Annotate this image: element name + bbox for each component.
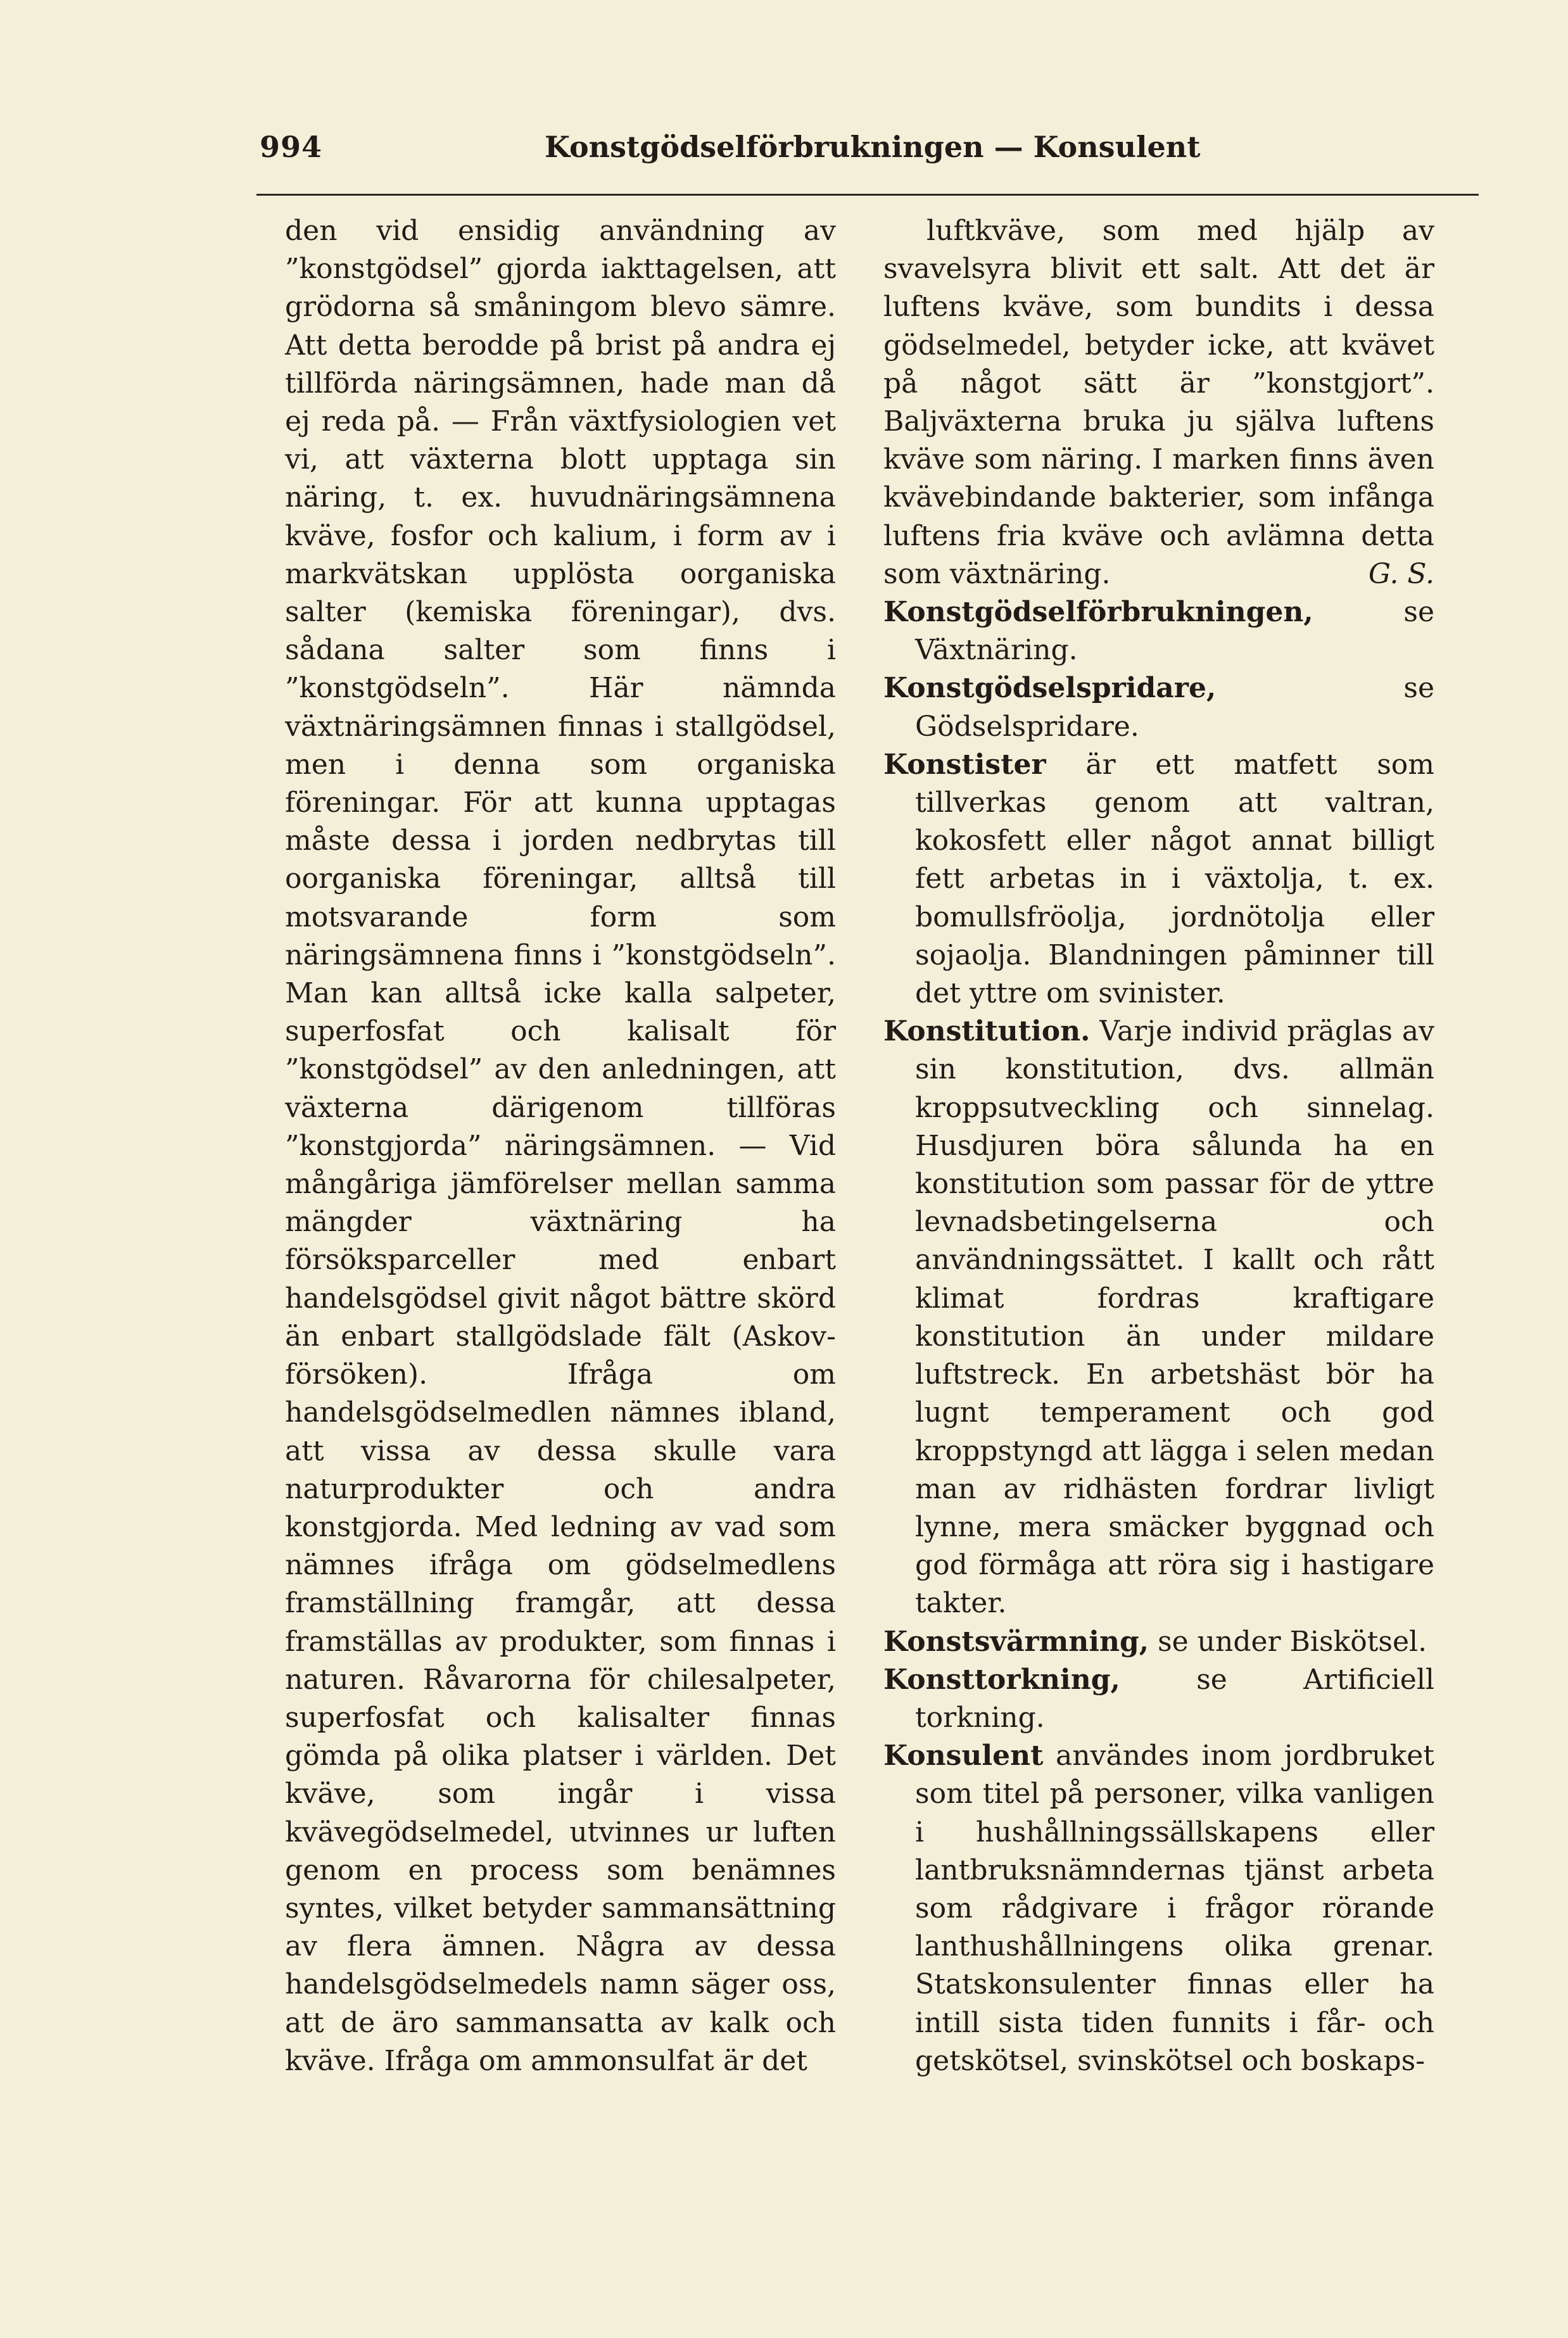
entry-headword: Konstitution. — [883, 1015, 1091, 1048]
entry-text: är ett matfett som tillverkas genom att valtran, kokosfett eller något annat billigt fett arbetas in i växtolja, t. ex. bomullsfröolja, jordnötolja eller sojaolja. Blandningen påminner till det yttre om svinister. — [915, 748, 1434, 1010]
continuation-text: luftkväve, som med hjälp av svavelsyra blivit ett salt. Att det är luftens kväve, som bundits i dessa gödselmedel, betyder icke, att kvävet på något sätt är ”konstgjort”. Baljväxterna bruka ju själva luftens kväve som näring. I marken finns även kvävebindande bakterier, som infånga luftens fria kväve och avlämna detta som växtnäring. — [883, 215, 1434, 590]
entry-text: se under Biskötsel. — [1149, 1625, 1427, 1658]
entry-headword: Konsulent — [883, 1740, 1044, 1772]
entry-text: se Artificiell torkning. — [915, 1663, 1434, 1734]
entry-headword: Konstister — [883, 748, 1046, 781]
entry-headword: Konstgödselförbrukningen, — [883, 596, 1313, 629]
entry-konstister — [883, 746, 1434, 1013]
entry-konstgodselforbrukningen — [883, 593, 1434, 669]
entry-text: se Gödselspridare. — [915, 672, 1434, 743]
entry-text: se Växtnäring. — [915, 596, 1434, 667]
entry-konsulent — [883, 1737, 1434, 2080]
header-rule — [256, 194, 1479, 196]
entry-headword: Konstgödselspridare, — [883, 672, 1217, 705]
author-signature: G. S. — [1368, 557, 1434, 590]
right-column — [883, 212, 1434, 2080]
left-column-text: den vid ensidig användning av ”konstgödsel” gjorda iakttagelsen, att grödorna så småningom blevo sämre. Att detta berodde på brist på andra ej tillförda näringsämnen, hade man då ej reda på. — Från växtfysiologien vet vi, att växterna blott upptaga sin näring, t. ex. huvudnäringsämnena kväve, fosfor och kalium, i form av i markvätskan upplösta oorganiska salter (kemiska föreningar), dvs. sådana salter som finns i ”konstgödseln”. Här nämnda växtnäringsämnen finnas i stallgödsel, men i denna som organiska föreningar. För att kunna upptagas måste dessa i jorden nedbrytas till oorganiska föreningar, alltså till motsvarande form som näringsämnena finns i ”konstgödseln”. Man kan alltså icke kalla salpeter, superfosfat och kalisalt för ”konstgödsel” av den anledningen, att växterna därigenom tillföras ”konstgjorda” näringsämnen. — Vid mångåriga jämförelser mellan samma mängder växtnäring ha försöksparceller med enbart handelsgödsel givit något bättre skörd än enbart stallgödslade fält (Askov-försöken). Ifråga om handelsgödselmedlen nämnes ibland, att vissa av dessa skulle vara naturprodukter och andra konstgjorda. Med ledning av vad som nämnes ifråga om gödselmedlens framställning framgår, att dessa framställas av produkter, som finnas i naturen. Råvarorna för chilesalpeter, superfosfat och kalisalter finnas gömda på olika platser i världen. Det kväve, som ingår i vissa kvävegödselmedel, utvinnes ur luften genom en process som benämnes syntes, vilket betyder sammansättning av flera ämnen. Några av dessa handelsgödselmedels namn säger oss, att de äro sammansatta av kalk och kväve. Ifråga om ammonsulfat är det — [285, 215, 836, 2077]
entry-text: Varje individ präglas av sin konstitution, dvs. allmän kroppsutveckling och sinnelag. Husdjuren böra sålunda ha en konstitution som passar för de yttre levnadsbetingelserna och användningssättet. I kallt och rått klimat fordras kraftigare konstitution än under mildare luftstreck. En arbetshäst bör ha lugnt temperament och god kroppstyngd att lägga i selen medan man av ridhästen fordrar livligt lynne, mera smäcker byggnad och god förmåga att röra sig i hastigare takter. — [915, 1015, 1434, 1620]
entry-headword: Konsttorkning, — [883, 1663, 1120, 1696]
entry-konstsvarmning — [883, 1623, 1434, 1661]
entry-text: användes inom jordbruket som titel på personer, vilka vanligen i hushållningssällskapens eller lantbruksnämndernas tjänst arbeta som rådgivare i frågor rörande lanthushållningens olika grenar. Statskonsulenter finnas eller ha intill sista tiden funnits i får- och getskötsel, svinskötsel och boskaps- — [915, 1740, 1434, 2077]
running-title: Konstgödselförbrukningen — Konsulent — [545, 130, 1201, 164]
entry-konstgodselspridare — [883, 669, 1434, 745]
entry-konstitution — [883, 1013, 1434, 1622]
entry-konsttorkning — [883, 1661, 1434, 1737]
continuation-paragraph — [883, 212, 1434, 593]
entry-headword: Konstsvärmning, — [883, 1625, 1149, 1658]
left-column — [285, 212, 836, 2080]
page-number: 994 — [260, 130, 323, 164]
